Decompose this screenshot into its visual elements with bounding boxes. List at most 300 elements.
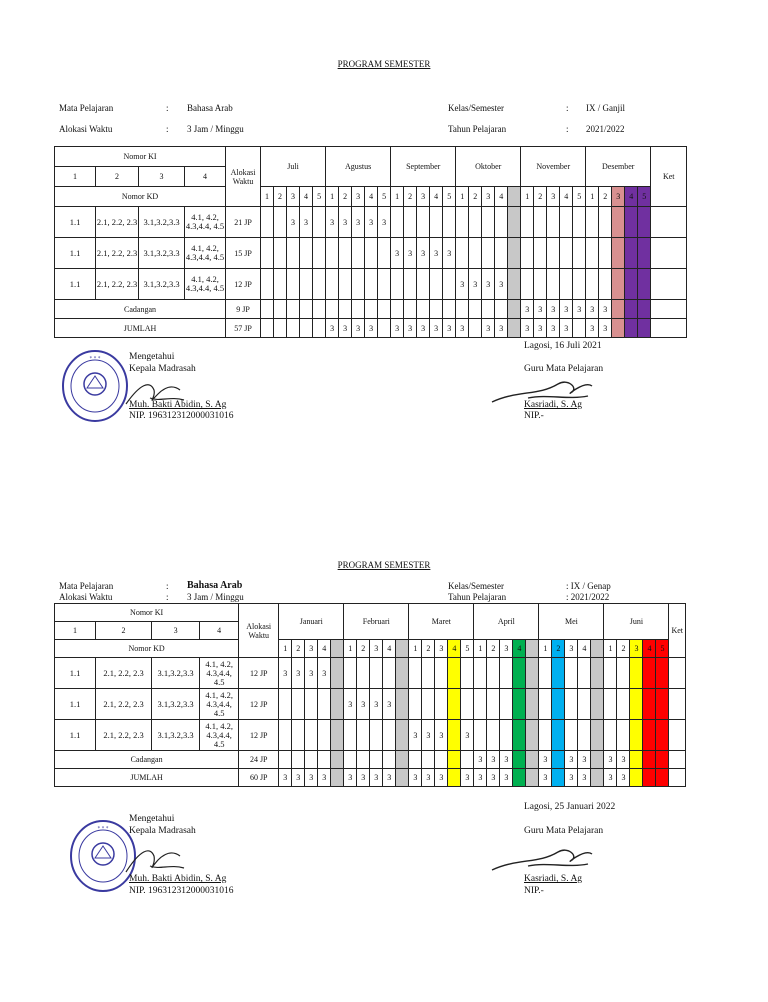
week-cell (643, 769, 656, 787)
week-number: 2 (552, 640, 565, 658)
week-cell (630, 658, 643, 689)
s1-colon: : (166, 124, 169, 134)
week-cell: 3 (565, 751, 578, 769)
week-cell (625, 238, 638, 269)
week-cell (591, 658, 604, 689)
week-cell (365, 238, 378, 269)
week-cell: 3 (469, 269, 482, 300)
week-cell (448, 769, 461, 787)
week-cell: 3 (617, 751, 630, 769)
week-cell (508, 300, 521, 319)
week-number: 2 (274, 187, 287, 207)
alokasi-cell: 60 JP (239, 769, 279, 787)
week-cell (326, 269, 339, 300)
s1-kelas-label: Kelas/Semester (448, 103, 504, 113)
week-cell (513, 658, 526, 689)
kd-cell: 4.1, 4.2, 4.3,4.4, 4.5 (185, 238, 226, 269)
kd-cell: 4.1, 4.2, 4.3,4.4, 4.5 (185, 269, 226, 300)
week-cell (638, 207, 651, 238)
kd-cell: 3.1,3.2,3.3 (152, 658, 200, 689)
week-number: 3 (547, 187, 560, 207)
nomor-kd-header: Nomor KD (55, 187, 226, 207)
month-header: Oktober (456, 147, 521, 187)
week-cell (508, 319, 521, 338)
week-cell (383, 720, 396, 751)
week-cell (469, 207, 482, 238)
ket-cell (651, 300, 687, 319)
week-cell (357, 751, 370, 769)
week-number: 4 (300, 187, 313, 207)
week-cell (643, 720, 656, 751)
week-cell (573, 238, 586, 269)
alokasi-cell: 12 JP (239, 720, 279, 751)
week-cell: 3 (495, 269, 508, 300)
week-cell (339, 300, 352, 319)
week-number: 4 (318, 640, 331, 658)
week-cell (357, 720, 370, 751)
week-cell (331, 720, 344, 751)
week-number: 1 (409, 640, 422, 658)
week-cell (409, 689, 422, 720)
week-cell (331, 689, 344, 720)
s1-kepala-nip: NIP. 196312312000031016 (129, 411, 234, 421)
week-cell (430, 269, 443, 300)
week-cell (417, 300, 430, 319)
week-number: 1 (456, 187, 469, 207)
week-cell (617, 720, 630, 751)
week-number: 3 (352, 187, 365, 207)
week-cell (469, 300, 482, 319)
week-cell (617, 658, 630, 689)
week-cell (630, 769, 643, 787)
kd-cell: 2.1, 2.2, 2.3 (96, 720, 152, 751)
kd-cell: 3.1,3.2,3.3 (152, 689, 200, 720)
week-cell: 3 (599, 300, 612, 319)
s2-guru-name: Kasriadi, S. Ag (524, 874, 583, 884)
ket-cell (651, 269, 687, 300)
alokasi-cell: 12 JP (239, 658, 279, 689)
week-number: 2 (404, 187, 417, 207)
month-header: Agustus (326, 147, 391, 187)
ki-number: 3 (139, 167, 185, 187)
week-cell (630, 720, 643, 751)
week-cell (279, 751, 292, 769)
week-cell (513, 720, 526, 751)
s2-mengetahui: Mengetahui (129, 814, 175, 824)
week-cell: 3 (617, 769, 630, 787)
month-header: Juni (604, 604, 669, 640)
week-cell: 3 (417, 319, 430, 338)
week-cell (625, 207, 638, 238)
s1-guru-name: Kasriadi, S. Ag (524, 400, 583, 410)
week-cell (448, 658, 461, 689)
week-number: 1 (261, 187, 274, 207)
week-cell: 3 (586, 300, 599, 319)
week-number (331, 640, 344, 658)
week-cell (612, 207, 625, 238)
week-cell: 3 (279, 769, 292, 787)
s2-kelas-label: Kelas/Semester (448, 581, 504, 591)
week-cell (396, 751, 409, 769)
week-cell (573, 269, 586, 300)
kd-cell: 2.1, 2.2, 2.3 (96, 269, 139, 300)
week-cell: 3 (599, 319, 612, 338)
week-cell (261, 207, 274, 238)
week-cell (391, 207, 404, 238)
week-cell (279, 720, 292, 751)
s1-colon: : (566, 124, 569, 134)
week-cell (638, 269, 651, 300)
week-cell (578, 689, 591, 720)
week-cell: 3 (474, 751, 487, 769)
week-cell (274, 269, 287, 300)
week-number: 2 (292, 640, 305, 658)
week-cell: 3 (292, 769, 305, 787)
s1-date: Lagosi, 16 Juli 2021 (524, 341, 602, 351)
week-cell: 3 (352, 319, 365, 338)
week-number (396, 640, 409, 658)
week-cell (526, 658, 539, 689)
week-cell: 3 (417, 238, 430, 269)
week-cell (448, 689, 461, 720)
week-cell (599, 238, 612, 269)
week-cell: 3 (287, 207, 300, 238)
week-cell (261, 300, 274, 319)
week-cell (287, 238, 300, 269)
week-cell: 3 (357, 769, 370, 787)
week-number: 2 (599, 187, 612, 207)
week-cell: 3 (573, 300, 586, 319)
week-cell (352, 300, 365, 319)
s2-tahun-value: : 2021/2022 (566, 592, 610, 602)
week-cell (352, 238, 365, 269)
week-cell (565, 658, 578, 689)
kd-cell: 4.1, 4.2, 4.3,4.4, 4.5 (185, 207, 226, 238)
s1-kelas-value: IX / Ganjil (586, 103, 625, 113)
week-cell (526, 720, 539, 751)
week-number: 3 (435, 640, 448, 658)
kd-cell: 1.1 (55, 269, 96, 300)
week-number: 5 (461, 640, 474, 658)
week-cell (630, 751, 643, 769)
week-cell (318, 751, 331, 769)
week-cell (404, 207, 417, 238)
week-number: 1 (279, 640, 292, 658)
ket-header: Ket (651, 147, 687, 207)
summary-label: JUMLAH (55, 769, 239, 787)
week-cell (656, 658, 669, 689)
week-cell (552, 751, 565, 769)
kd-cell: 4.1, 4.2, 4.3,4.4, 4.5 (200, 658, 239, 689)
week-cell: 3 (391, 238, 404, 269)
week-cell (604, 720, 617, 751)
week-cell: 3 (456, 319, 469, 338)
week-cell: 3 (422, 720, 435, 751)
svg-text:* * *: * * * (97, 826, 109, 832)
week-cell (521, 269, 534, 300)
week-cell (430, 207, 443, 238)
week-cell (656, 689, 669, 720)
week-cell (612, 238, 625, 269)
week-cell: 3 (305, 658, 318, 689)
ki-number: 4 (200, 622, 239, 640)
week-cell: 3 (300, 207, 313, 238)
week-number: 2 (469, 187, 482, 207)
week-cell (300, 319, 313, 338)
week-cell (656, 751, 669, 769)
summary-label: JUMLAH (55, 319, 226, 338)
week-number: 5 (573, 187, 586, 207)
week-cell: 3 (474, 769, 487, 787)
week-cell (274, 207, 287, 238)
week-cell (560, 269, 573, 300)
kd-cell: 1.1 (55, 689, 96, 720)
week-cell (318, 689, 331, 720)
week-number: 3 (500, 640, 513, 658)
week-cell: 3 (547, 319, 560, 338)
week-number: 3 (482, 187, 495, 207)
ki-number: 3 (152, 622, 200, 640)
week-cell (643, 658, 656, 689)
week-cell (422, 751, 435, 769)
week-cell: 3 (443, 238, 456, 269)
kd-cell: 1.1 (55, 658, 96, 689)
week-cell: 3 (461, 720, 474, 751)
week-cell (456, 300, 469, 319)
week-cell (365, 269, 378, 300)
week-number: 3 (370, 640, 383, 658)
week-cell: 3 (430, 238, 443, 269)
ket-cell (669, 689, 686, 720)
week-cell (591, 751, 604, 769)
week-cell (378, 269, 391, 300)
s2-alokasi-value: 3 Jam / Minggu (187, 592, 244, 602)
week-number: 1 (586, 187, 599, 207)
week-cell: 3 (430, 319, 443, 338)
week-cell: 3 (370, 689, 383, 720)
week-cell: 3 (604, 751, 617, 769)
month-header: Januari (279, 604, 344, 640)
week-cell (443, 207, 456, 238)
week-cell (443, 269, 456, 300)
week-cell (292, 751, 305, 769)
week-cell (482, 238, 495, 269)
week-cell: 3 (404, 238, 417, 269)
week-number: 3 (305, 640, 318, 658)
week-cell: 3 (461, 769, 474, 787)
week-cell: 3 (539, 769, 552, 787)
alokasi-cell: 57 JP (226, 319, 261, 338)
week-cell (547, 238, 560, 269)
week-cell (274, 319, 287, 338)
alokasi-cell: 12 JP (239, 689, 279, 720)
s1-title: PROGRAM SEMESTER (337, 59, 431, 69)
week-cell: 3 (435, 720, 448, 751)
week-number: 3 (565, 640, 578, 658)
week-cell (573, 319, 586, 338)
week-cell (521, 238, 534, 269)
s2-kelas-value: : IX / Genap (566, 581, 611, 591)
week-number: 5 (638, 187, 651, 207)
week-cell (625, 319, 638, 338)
week-cell (339, 269, 352, 300)
week-cell (643, 689, 656, 720)
week-cell (565, 689, 578, 720)
week-cell (404, 269, 417, 300)
week-cell: 3 (279, 658, 292, 689)
week-cell: 3 (539, 751, 552, 769)
week-cell (313, 238, 326, 269)
week-cell (422, 658, 435, 689)
week-cell (383, 751, 396, 769)
week-cell (578, 720, 591, 751)
week-cell (513, 769, 526, 787)
week-cell (448, 751, 461, 769)
week-number: 5 (656, 640, 669, 658)
week-cell (534, 238, 547, 269)
week-cell (599, 207, 612, 238)
week-cell (539, 658, 552, 689)
week-cell (409, 751, 422, 769)
week-cell (331, 751, 344, 769)
s2-title: PROGRAM SEMESTER (337, 560, 431, 570)
week-cell (599, 269, 612, 300)
svg-text:* * *: * * * (89, 356, 101, 362)
s1-guru: Guru Mata Pelajaran (524, 364, 604, 374)
week-cell (326, 300, 339, 319)
week-cell (482, 207, 495, 238)
week-cell (461, 751, 474, 769)
week-cell (495, 238, 508, 269)
s2-date: Lagosi, 25 Januari 2022 (524, 802, 616, 812)
week-cell (534, 207, 547, 238)
week-cell (287, 269, 300, 300)
week-cell (417, 207, 430, 238)
week-cell (435, 689, 448, 720)
week-number: 3 (630, 640, 643, 658)
week-cell (552, 720, 565, 751)
month-header: Mei (539, 604, 604, 640)
week-cell (573, 207, 586, 238)
week-cell (378, 300, 391, 319)
week-cell (513, 689, 526, 720)
week-cell: 3 (344, 769, 357, 787)
week-cell (287, 319, 300, 338)
week-cell (417, 269, 430, 300)
week-cell (560, 207, 573, 238)
s1-colon: : (566, 103, 569, 113)
s2-mapel-value: Bahasa Arab (187, 580, 243, 591)
week-cell: 3 (383, 689, 396, 720)
week-cell (469, 319, 482, 338)
week-cell: 3 (326, 207, 339, 238)
week-cell (526, 689, 539, 720)
week-number: 5 (378, 187, 391, 207)
week-cell: 3 (357, 689, 370, 720)
week-cell (547, 207, 560, 238)
s1-tahun-value: 2021/2022 (586, 124, 625, 134)
week-cell (513, 751, 526, 769)
week-cell: 3 (487, 751, 500, 769)
week-cell: 3 (339, 207, 352, 238)
week-cell (565, 720, 578, 751)
summary-label: Cadangan (55, 300, 226, 319)
week-number: 1 (474, 640, 487, 658)
week-cell (461, 658, 474, 689)
week-number: 4 (383, 640, 396, 658)
week-cell (313, 269, 326, 300)
week-cell (313, 300, 326, 319)
week-cell (443, 300, 456, 319)
s1-kepala: Kepala Madrasah (129, 364, 196, 374)
week-cell (357, 658, 370, 689)
kd-cell: 2.1, 2.2, 2.3 (96, 689, 152, 720)
month-header: Maret (409, 604, 474, 640)
week-cell (370, 720, 383, 751)
week-cell (305, 689, 318, 720)
week-cell (495, 207, 508, 238)
week-cell (292, 720, 305, 751)
s2-program-table (54, 603, 686, 787)
week-cell (643, 751, 656, 769)
week-cell (469, 238, 482, 269)
week-cell (586, 269, 599, 300)
week-cell (370, 751, 383, 769)
week-cell (612, 319, 625, 338)
week-cell: 3 (305, 769, 318, 787)
week-cell: 3 (521, 319, 534, 338)
summary-label: Cadangan (55, 751, 239, 769)
ket-header: Ket (669, 604, 686, 658)
week-cell (370, 658, 383, 689)
ket-cell (669, 751, 686, 769)
kd-cell: 2.1, 2.2, 2.3 (96, 207, 139, 238)
week-cell (383, 658, 396, 689)
week-cell (396, 769, 409, 787)
week-number: 4 (625, 187, 638, 207)
s2-kepala: Kepala Madrasah (129, 826, 196, 836)
week-cell (409, 658, 422, 689)
week-cell (456, 238, 469, 269)
signature-icon (488, 838, 598, 874)
week-number: 2 (357, 640, 370, 658)
kd-cell: 2.1, 2.2, 2.3 (96, 238, 139, 269)
month-header: November (521, 147, 586, 187)
week-number: 4 (643, 640, 656, 658)
kd-cell: 3.1,3.2,3.3 (152, 720, 200, 751)
week-cell (500, 720, 513, 751)
week-cell (578, 658, 591, 689)
s1-colon: : (166, 103, 169, 113)
s2-kepala-name: Muh. Bakti Abidin, S. Ag (129, 874, 227, 884)
week-cell (391, 269, 404, 300)
week-cell (261, 269, 274, 300)
s2-alokasi-label: Alokasi Waktu (59, 592, 113, 602)
week-number: 2 (339, 187, 352, 207)
week-cell (552, 769, 565, 787)
week-cell (617, 689, 630, 720)
nomor-ki-header: Nomor KI (55, 147, 226, 167)
week-cell: 3 (456, 269, 469, 300)
week-cell: 3 (339, 319, 352, 338)
week-cell: 3 (352, 207, 365, 238)
ket-cell (669, 658, 686, 689)
week-cell (591, 769, 604, 787)
week-number: 1 (391, 187, 404, 207)
week-cell (391, 300, 404, 319)
week-cell (625, 300, 638, 319)
ket-cell (669, 769, 686, 787)
